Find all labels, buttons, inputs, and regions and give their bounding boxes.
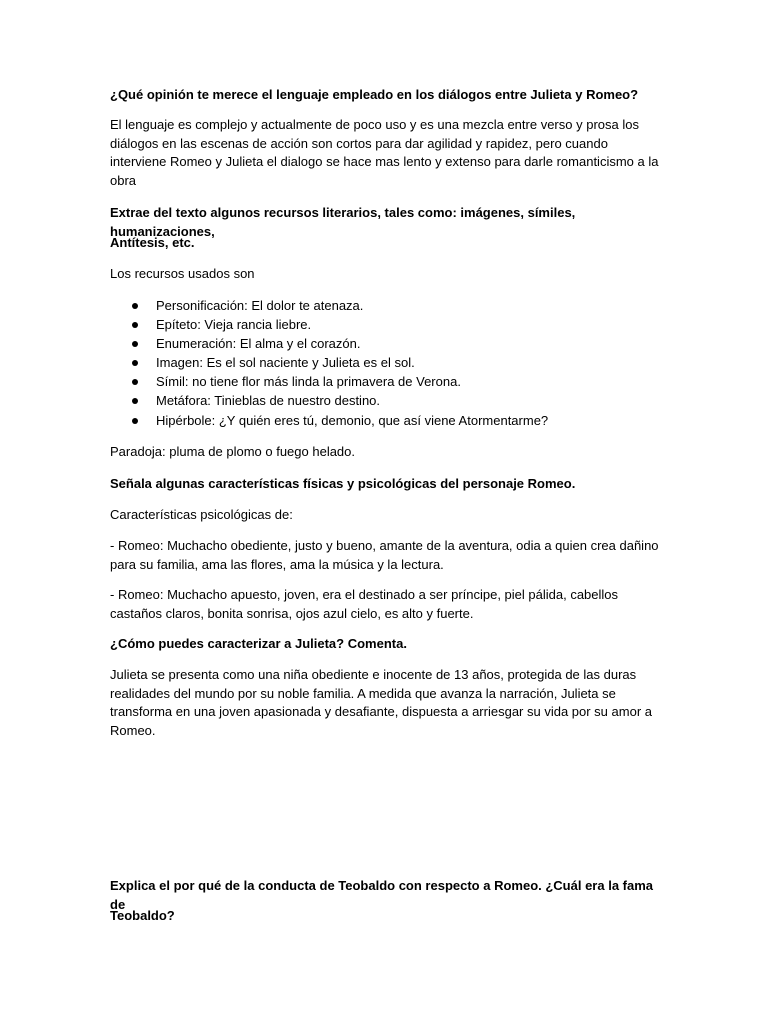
list-item: Hipérbole: ¿Y quién eres tú, demonio, que así viene Atormentarme? [110, 411, 650, 430]
list-item: Símil: no tiene flor más linda la primavera de Verona. [110, 372, 650, 391]
answer-language: El lenguaje es complejo y actualmente de poco uso y es una mezcla entre verso y prosa los diálogos en las escenas de acción son cortos para dar agilidad y rapidez, pero cuando interviene Romeo y Julieta el dialogo se hace mas lento y extenso para darle romanticismo a la obra [110, 117, 659, 189]
answer-julieta: Julieta se presenta como una niña obediente e inocente de 13 años, protegida de las duras realidades del mundo por su noble familia. A medida que avanza la narración, Julieta se transforma en una joven apasionada y desafiante, dispuesta a arriesgar su vida por su amor a Romeo. [110, 667, 652, 739]
question-language: ¿Qué opinión te merece el lenguaje empleado en los diálogos entre Julieta y Romeo? [110, 87, 639, 102]
list-item: Imagen: Es el sol naciente y Julieta es el sol. [110, 353, 650, 372]
resources-intro: Los recursos usados son [110, 266, 255, 281]
question-resources-line2: Antítesis, etc. [110, 235, 195, 250]
bullet-icon [132, 303, 138, 309]
bullet-icon [132, 360, 138, 366]
paradox-line: Paradoja: pluma de plomo o fuego helado. [110, 444, 356, 459]
list-item: Enumeración: El alma y el corazón. [110, 334, 650, 353]
resources-list [110, 296, 650, 430]
list-item: Epíteto: Vieja rancia liebre. [110, 315, 650, 334]
bullet-icon [132, 379, 138, 385]
romeo-physical: - Romeo: Muchacho apuesto, joven, era el destinado a ser príncipe, piel pálida, cabellos castaños claros, bonita sonrisa, ojos azul cielo, es alto y fuerte. [110, 587, 619, 621]
question-julieta: ¿Cómo puedes caracterizar a Julieta? Comenta. [110, 636, 407, 651]
romeo-psychological: - Romeo: Muchacho obediente, justo y bueno, amante de la aventura, odia a quien crea dañino para su familia, ama las flores, ama la música y la lectura. [110, 538, 659, 572]
bullet-icon [132, 398, 138, 404]
question-resources-line1: Extrae del texto algunos recursos literarios, tales como: imágenes, símiles, humanizaciones, [110, 205, 576, 239]
list-item: Personificación: El dolor te atenaza. [110, 296, 650, 315]
bullet-icon [132, 418, 138, 424]
list-item: Metáfora: Tinieblas de nuestro destino. [110, 391, 650, 410]
question-teobaldo-line2: Teobaldo? [110, 908, 175, 923]
question-teobaldo-line1: Explica el por qué de la conducta de Teobaldo con respecto a Romeo. ¿Cuál era la fama de [110, 878, 654, 912]
romeo-intro: Características psicológicas de: [110, 507, 293, 522]
bullet-icon [132, 341, 138, 347]
question-romeo: Señala algunas características físicas y psicológicas del personaje Romeo. [110, 476, 576, 491]
bullet-icon [132, 322, 138, 328]
